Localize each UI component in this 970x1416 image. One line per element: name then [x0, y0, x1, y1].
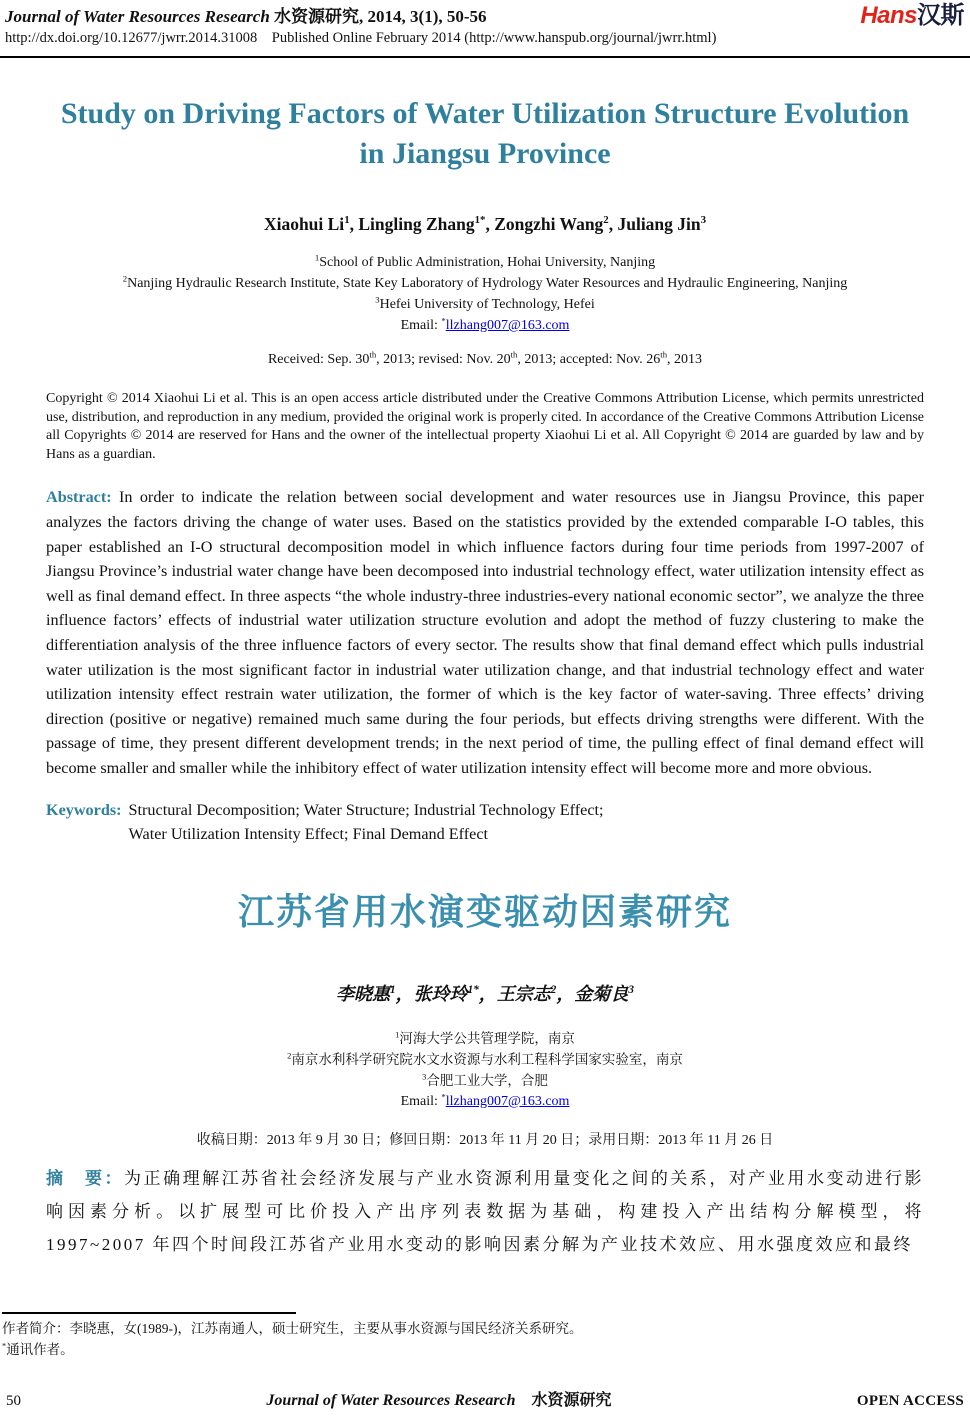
hans-logo-cn-text: 汉斯 [917, 2, 964, 29]
email-label: Email: [400, 1093, 442, 1109]
affiliation-line-cn: $^1$河海大学公共管理学院，南京 [395, 1030, 575, 1046]
corresponding-author-note: *通讯作者。 [2, 1341, 74, 1357]
abstract-cn [46, 1162, 924, 1261]
journal-citation-line [5, 6, 962, 27]
email-link[interactable]: llzhang007@163.com [445, 318, 570, 333]
journal-name-en: Journal of Water Resources Research [5, 7, 270, 26]
affiliations-cn [46, 1028, 924, 1112]
author-name: Lingling Zhang [358, 214, 475, 234]
keywords-label: Keywords: [46, 800, 122, 819]
open-access-badge: OPEN ACCESS [856, 1393, 964, 1409]
author-name: Juliang Jin [617, 214, 701, 234]
author-affil-sup: 1* [474, 214, 486, 227]
copyright-notice: Copyright © 2014 Xiaohui Li et al. This is an open access article distributed under the Creative Commons Attribution License, which permits unrestricted use, distribution, and reproduction in any medium, provided the original work is properly cited. In accordance of the Creative Commons Attribution License all Copyrights © 2014 are reserved for Hans and the owner of the intellectual property Xiaohui Li et al. All Copyright © 2014 are guarded by law and by Hans as a guardian. [46, 391, 924, 462]
author-name-cn: 金菊良 [574, 983, 629, 1004]
author-bio-line: 作者简介：李晓惠，女(1989-)，江苏南通人，硕士研究生，主要从事水资源与国民经济关系研究。 [2, 1321, 583, 1336]
abstract-cn-label: 摘 要： [46, 1168, 125, 1188]
email-link[interactable]: llzhang007@163.com [445, 1093, 570, 1109]
affiliation-line-cn: $^2$南京水利科学研究院水文水资源与水利工程科学国家实验室，南京 [287, 1051, 683, 1067]
author-footnote [2, 1312, 702, 1360]
affiliation-line: $^3$Hefei University of Technology, Hefei [375, 294, 595, 312]
received-dates-en: Received: Sep. 30th, 2013; revised: Nov. 20th, 2013; accepted: Nov. 26th, 2013 [267, 349, 703, 367]
journal-header [0, 0, 970, 58]
author-name: Xiaohui Li [263, 214, 345, 234]
affiliation-line: $^1$School of Public Administration, Hohai University, Nanjing [314, 252, 656, 270]
hans-logo-text: Hans [860, 2, 917, 29]
keywords-en [46, 798, 924, 846]
page-title: Study on Driving Factors of Water Utilization Structure Evolution in Jiangsu Province [60, 97, 910, 170]
abstract-cn-text: 为正确理解江苏省社会经济发展与产业水资源利用量变化之间的关系，对产业用水变动进行影响因素分析。以扩展型可比价投入产出序列表数据为基础，构建投入产出结构分解模型，将 1997~2007 年四个时间段江苏省产业用水变动的影响因素分解为产业技术效应、用水强度效应和最终 [46, 1168, 924, 1254]
doi-line: http://dx.doi.org/10.12677/jwrr.2014.31008 Published Online February 2014 (http://www.hanspub.org/journal/jwrr.html) [5, 30, 717, 46]
affiliation-line-cn: $^3$合肥工业大学，合肥 [422, 1072, 548, 1088]
abstract-text: In order to indicate the relation between social development and water resources use in Jiangsu Province, this paper analyzes the factors driving the change of water uses. Based on the statistics provided by the extended comparable I-O tables, this paper established an I-O structural decomposition model in which influence factors during four time periods from 1997-2007 of Jiangsu Province’s industrial water change have been decomposed into industrial technology effect, water utilization intensity effect as well as final demand effect. In three aspects “the whole industry-three industries-every national economic sector”, we analyze the three influence factors’ effects of industrial water utilization structure evolution and adopt the method of fuzzy clustering to make the differentiation analysis of the three influence factors of every sector. The results show that final demand effect which pulls industrial water utilization is the most significant factor in industrial water utilization change, and that industrial technology effect and water utilization intensity effect restrain water utilization, the former of which is the key factor of water-saving. Three effects’ driving direction (positive or negative) remained much same during the four periods, but effects driving strengths were different. With the passage of time, they present different development trends; in the next period of time, the pulling effect of final demand effect will become smaller and smaller while the inhibitory effect of water utilization intensity effect will become more and more obvious. [46, 488, 925, 777]
author-affil-sup: 2 [603, 214, 609, 227]
corresponding-author-asterisk: * [441, 1090, 446, 1101]
authors-cn: 李晓惠$^1$，张玲玲$^{1*}$，王宗志$^2$，金菊良$^3$ [336, 983, 634, 1004]
abstract-en [46, 485, 924, 780]
hans-logo [860, 3, 964, 29]
abstract-label: Abstract: [46, 488, 112, 507]
author-name-cn: 张玲玲 [413, 983, 468, 1004]
author-name-cn: 李晓惠 [336, 983, 391, 1004]
author-name: Zongzhi Wang [494, 214, 604, 234]
email-line-cn [46, 1091, 924, 1112]
authors-en: Xiaohui Li$^1$, Lingling Zhang$^{1*}$, Zongzhi Wang$^2$, Juliang Jin$^3$ [263, 214, 707, 234]
page-title-cn: 江苏省用水演变驱动因素研究 [237, 891, 732, 932]
keywords-text: Structural Decomposition; Water Structure; Industrial Technology Effect; Water Utilization Intensity Effect; Final Demand Effect [128, 800, 604, 843]
page-footer [0, 1387, 970, 1410]
corresponding-author-asterisk: * [441, 315, 446, 326]
author-affil-sup: 1 [344, 214, 350, 227]
author-affil-sup: 3 [700, 214, 707, 227]
affiliation-line: $^2$Nanjing Hydraulic Research Institute, State Key Laboratory of Hydrology Water Resources and Hydraulic Engineering, Nanjing [122, 273, 848, 291]
page-number: 50 [6, 1393, 21, 1409]
affiliations-en [46, 252, 924, 336]
footer-journal-name: Journal of Water Resources Research 水资源研究 [266, 1392, 612, 1409]
footnote-divider [2, 1312, 296, 1314]
journal-name-cn-issue: 水资源研究, 2014, 3(1), 50-56 [269, 7, 487, 26]
email-line [46, 315, 924, 336]
received-dates-cn: 收稿日期：2013 年 9 月 30 日；修回日期：2013 年 11 月 20 日；录用日期：2013 年 11 月 26 日 [196, 1132, 774, 1148]
author-name-cn: 王宗志 [496, 983, 551, 1004]
email-label: Email: [400, 318, 442, 333]
